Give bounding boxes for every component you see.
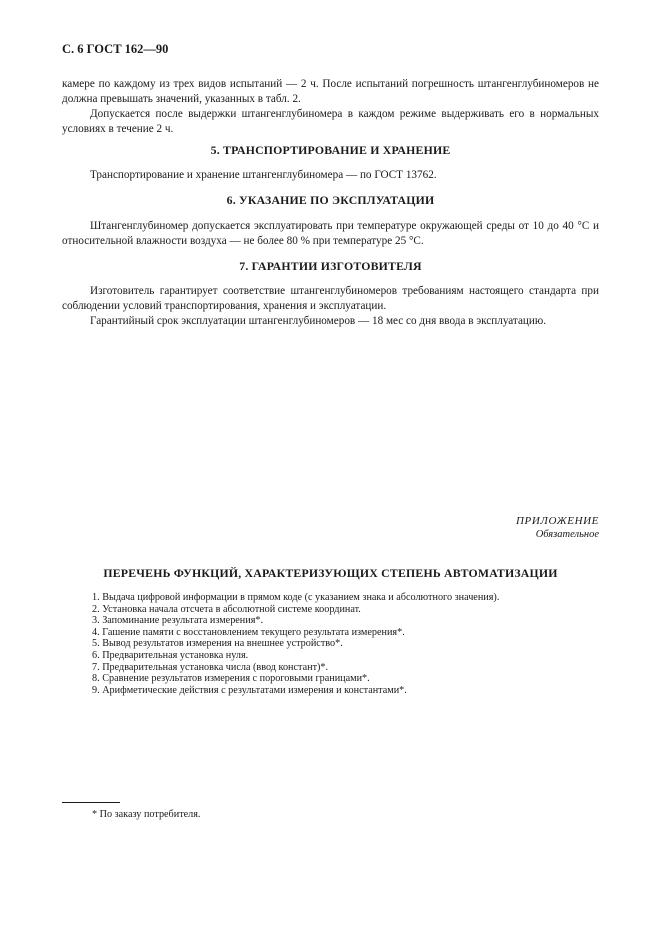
page-header: С. 6 ГОСТ 162—90	[62, 42, 169, 56]
appendix-label: ПРИЛОЖЕНИЕ	[516, 515, 599, 527]
list-item: 6. Предварительная установка нуля.	[92, 649, 249, 661]
list-item: 8. Сравнение результатов измерения с пороговыми границами*.	[92, 673, 370, 685]
appendix-title: ПЕРЕЧЕНЬ ФУНКЦИЙ, ХАРАКТЕРИЗУЮЩИХ СТЕПЕНЬ АВТОМАТИЗАЦИИ	[103, 566, 558, 580]
intro-paragraph-1: камере по каждому из трех видов испытаний — 2 ч. После испытаний погрешность штангенглубиномеров не должна превышать значений, указанных в табл. 2.	[62, 78, 599, 105]
list-item: 1. Выдача цифровой информации в прямом коде (с указанием знака и абсолютного значения).	[92, 592, 500, 603]
footnote-divider	[62, 802, 120, 803]
section-6-text	[62, 219, 599, 249]
footnote: * По заказу потребителя.	[92, 809, 201, 820]
section-5-text	[62, 168, 599, 183]
intro-paragraph-2: Допускается после выдержки штангенглубиномера в каждом режиме выдерживать его в нормальных условиях в течение 2 ч.	[62, 108, 599, 135]
section-6-paragraph-1: Штангенглубиномер допускается эксплуатировать при температуре окружающей среды от 10 до 40 °С и относительной влажности воздуха — не более 80 % при температуре 25 °С.	[62, 220, 599, 247]
section-7-text	[62, 284, 599, 329]
list-item: 4. Гашение памяти с восстановлением текущего результата измерения*.	[92, 626, 405, 638]
list-item: 9. Арифметические действия с результатами измерения и константами*.	[92, 684, 407, 696]
intro-text	[62, 77, 599, 137]
list-item: 3. Запоминание результата измерения*.	[92, 615, 264, 627]
section-7-paragraph-2: Гарантийный срок эксплуатации штангенглубиномеров — 18 мес со дня ввода в эксплуатацию.	[90, 315, 547, 327]
section-6-heading: 6. УКАЗАНИЕ ПО ЭКСПЛУАТАЦИИ	[226, 193, 435, 207]
section-7-paragraph-1: Изготовитель гарантирует соответствие штангенглубиномеров требованиям настоящего стандарта при соблюдении условий транспортирования, хранения и эксплуатации.	[62, 285, 599, 312]
functions-list	[92, 592, 499, 696]
section-5-paragraph-1: Транспортирование и хранение штангенглубиномера — по ГОСТ 13762.	[90, 169, 437, 181]
list-item: 7. Предварительная установка числа (ввод констант)*.	[92, 661, 329, 673]
list-item: 2. Установка начала отсчета в абсолютной системе координат.	[92, 603, 361, 615]
list-item: 5. Вывод результатов измерения на внешнее устройство*.	[92, 638, 343, 650]
section-7-heading: 7. ГАРАНТИИ ИЗГОТОВИТЕЛЯ	[239, 259, 422, 273]
section-5-heading: 5. ТРАНСПОРТИРОВАНИЕ И ХРАНЕНИЕ	[210, 143, 451, 157]
appendix-sublabel: Обязательное	[535, 529, 599, 540]
